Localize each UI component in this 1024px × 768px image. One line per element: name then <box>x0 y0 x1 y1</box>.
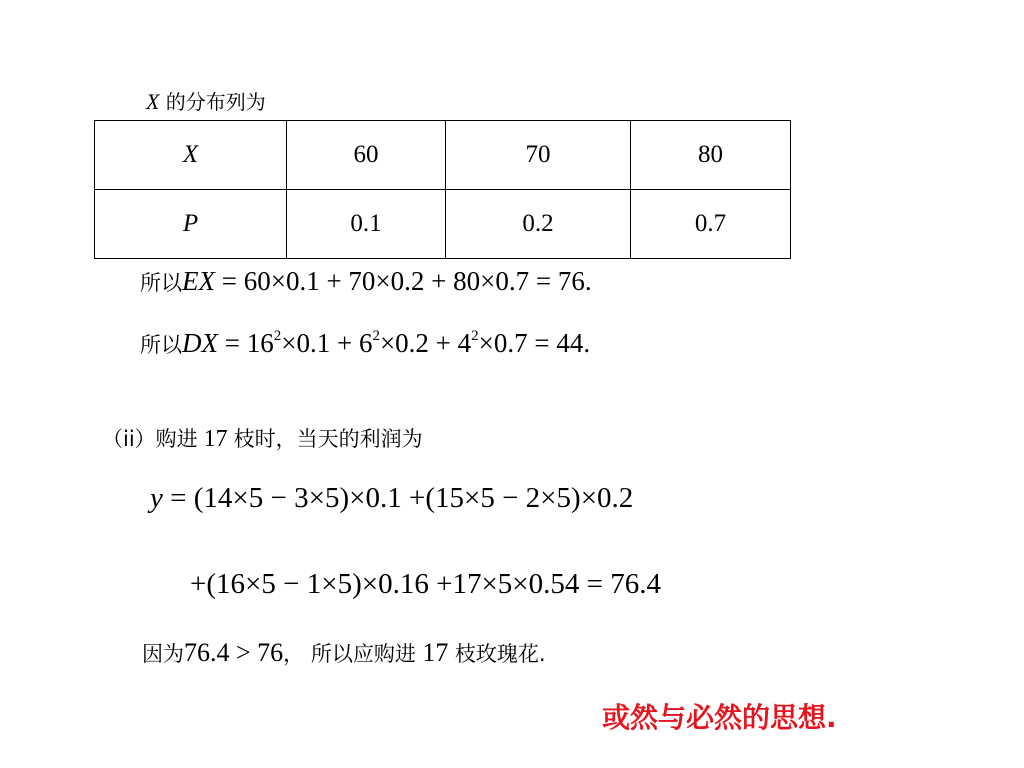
distribution-intro <box>146 86 266 115</box>
conclusion-middle: ， 所以应购进 <box>283 642 416 666</box>
profit-expression-1: = (14×5 − 3×5)×0.1 +(15×5 − 2×5)×0.2 <box>162 482 634 514</box>
table-cell: 0.7 <box>631 190 791 259</box>
dx-part: ×0.7 = 44 <box>478 328 584 358</box>
conclusion-comparison: 76.4 > 76 <box>184 638 284 667</box>
ex-expression: = 60×0.1 + 70×0.2 + 80×0.7 = 76 <box>215 266 585 296</box>
dx-part: ×0.2 + 4 <box>379 328 472 358</box>
table-cell: 60 <box>287 121 446 190</box>
profit-variable: y <box>150 482 163 514</box>
table-row <box>95 190 791 259</box>
dx-prefix: 所以 <box>140 333 182 357</box>
part-ii-rest: 枝时，当天的利润为 <box>233 427 423 451</box>
dx-exponent: 2 <box>471 328 479 344</box>
conclusion-number: 17 <box>415 638 455 667</box>
part-ii-number: 17 <box>197 426 234 452</box>
intro-text: 的分布列为 <box>159 90 266 114</box>
table-row <box>95 121 791 190</box>
dx-part: ×0.1 + 6 <box>281 328 373 358</box>
profit-formula-line-1 <box>150 482 633 515</box>
dx-exponent: 2 <box>273 328 282 344</box>
ex-end: . <box>584 266 592 296</box>
table-cell: 80 <box>631 121 791 190</box>
table-cell: 0.1 <box>287 190 446 259</box>
intro-variable: X <box>146 89 160 114</box>
part-ii-heading <box>102 423 423 453</box>
expectation-line <box>140 266 592 297</box>
profit-expression-2: +(16×5 − 1×5)×0.16 +17×5×0.54 = 76.4 <box>190 568 662 600</box>
ex-prefix: 所以 <box>140 271 182 295</box>
table-header-x: X <box>95 121 287 190</box>
conclusion-prefix: 因为 <box>142 642 184 666</box>
ex-variable: EX <box>182 266 215 296</box>
conclusion-line <box>142 638 546 668</box>
dx-end: . <box>583 328 591 358</box>
variance-line <box>140 328 590 359</box>
highlight-note: 或然与必然的思想. <box>602 701 837 734</box>
part-ii-label: （ii）购进 <box>102 427 198 451</box>
dx-variable: DX <box>182 328 218 358</box>
table-cell: 70 <box>446 121 631 190</box>
distribution-table <box>94 120 791 259</box>
dx-part: = 16 <box>218 328 274 358</box>
table-cell: 0.2 <box>446 190 631 259</box>
table-header-p: P <box>95 190 287 259</box>
dx-exponent: 2 <box>372 328 380 344</box>
profit-formula-line-2 <box>190 568 661 601</box>
conclusion-rest: 枝玫瑰花. <box>454 642 546 666</box>
